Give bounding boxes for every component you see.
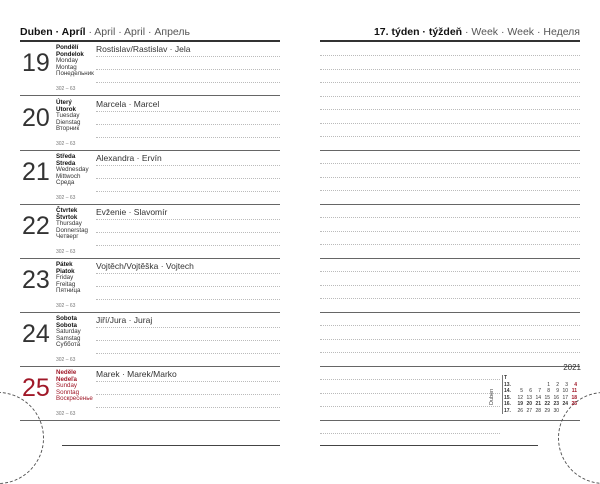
day-block [20,313,280,367]
mini-calendar-week-number: 13. [504,381,511,388]
nameday-names: Vojtěch/Vojtěška · Vojtech [96,261,194,271]
mini-calendar-month: Duben [489,388,495,406]
day-separator [20,420,280,422]
mini-calendar-week-number: 15. [504,394,511,401]
write-line [96,299,280,300]
write-line [320,231,580,232]
day-number: 20 [22,104,50,132]
write-line [320,393,500,394]
write-line [320,433,500,434]
day-name-sk: Nedeľa [56,375,77,383]
week-header-light: · Week · Week · Неделя [462,26,580,38]
write-line [320,339,580,340]
day-name-en: Wednesday [56,166,89,174]
day-name-ru: Пятница [56,287,81,295]
write-line [96,191,280,192]
month-header-light: · April · April · Апрель [85,26,190,38]
month-header [20,26,190,38]
write-line [96,165,280,166]
week-header [374,26,580,38]
mini-calendar-day: 6 [529,388,532,394]
write-line [320,136,580,137]
section-rule [320,204,580,206]
day-name-sk: Utorok [56,105,76,113]
day-name-ru: Понедельник [56,70,94,78]
day-name-de: Donnerstag [56,226,88,234]
day-name-en: Tuesday [56,112,80,120]
day-name-cz: Pátek [56,261,73,268]
day-name-de: Montag [56,63,77,71]
footer-rule [62,445,280,446]
mini-calendar-day: 23 [553,401,559,407]
day-name-de: Samstag [56,334,81,342]
mini-calendar-week-number: 16. [504,401,511,407]
day-number: 25 [22,374,50,402]
day-number: 24 [22,320,50,348]
mini-calendar-day: 20 [526,401,532,407]
write-line [320,325,580,326]
day-name-en: Sunday [56,382,77,390]
mini-calendar-day: 24 [562,401,568,407]
write-line [320,271,580,272]
mini-calendar-day: 14 [535,394,541,401]
write-line [320,217,580,218]
day-block [20,151,280,205]
mini-calendar-day: 16 [553,394,559,401]
day-block [20,42,280,96]
write-line [320,96,580,97]
mini-calendar-day: 18 [571,394,577,401]
day-name-en: Friday [56,274,74,282]
write-line [320,69,580,70]
day-name-de: Sonntag [56,388,80,396]
write-line [96,273,280,274]
day-name-ru: Воскресенье [56,395,93,403]
day-name-sk: Pondelok [56,50,84,58]
day-name-cz: Středa [56,153,76,160]
mini-calendar-day: 4 [574,381,577,388]
write-line [96,137,280,138]
nameday-names: Jiří/Jura · Juraj [96,315,153,325]
write-line [320,163,580,164]
day-of-year: 302 – 63 [56,86,76,92]
day-of-year: 302 – 63 [56,249,76,255]
day-of-year: 302 – 63 [56,195,76,201]
day-of-year: 302 – 63 [56,141,76,147]
day-name-sk: Piatok [56,267,75,275]
nameday-names: Evženie · Slavomír [96,207,168,217]
day-name-de: Dienstag [56,118,81,126]
day-name-de: Mittwoch [56,172,81,180]
write-line [320,406,500,407]
day-name-cz: Úterý [56,99,72,106]
write-line [96,111,280,112]
mini-calendar [489,363,581,415]
day-name-sk: Streda [56,159,76,167]
mini-calendar-day [559,408,568,415]
write-line [96,394,280,395]
mini-calendar-day: 19 [517,401,523,407]
day-block [20,205,280,259]
day-name-sk: Sobota [56,321,77,329]
write-line [96,353,280,354]
mini-calendar-header-cell: T [504,375,508,381]
day-name-en: Saturday [56,328,81,336]
write-line [320,123,580,124]
section-rule [320,312,580,314]
mini-calendar-day: 12 [517,394,523,401]
mini-calendar-day: 3 [565,381,568,388]
day-name-ru: Среда [56,179,75,187]
mini-calendar-day: 2 [556,381,559,388]
day-name-ru: Суббота [56,341,81,349]
mini-calendar-day: 21 [535,401,541,407]
write-line [96,219,280,220]
write-line [320,379,500,380]
mini-calendar-day: 17 [562,394,568,401]
nameday-names: Alexandra · Ervín [96,153,162,163]
day-number: 22 [22,212,50,240]
mini-calendar-day: 29 [544,407,550,414]
mini-calendar-day: 1 [547,381,550,388]
mini-calendar-day: 15 [544,394,550,401]
write-line [320,109,580,110]
mini-calendar-day: 13 [526,394,532,401]
write-line [320,298,580,299]
day-name-ru: Вторник [56,125,80,133]
day-number: 21 [22,158,50,186]
day-name-cz: Neděle [56,369,77,376]
write-line [96,69,280,70]
write-line [96,56,280,57]
header-rule-right [320,40,580,42]
write-line [96,82,280,83]
mini-calendar-day: 9 [556,388,559,394]
day-of-year: 302 – 63 [56,303,76,309]
day-block [20,259,280,313]
mini-calendar-week [503,408,577,415]
mini-calendar-day: 5 [520,388,523,394]
write-line [96,381,280,382]
day-number: 23 [22,266,50,294]
mini-calendar-day: 28 [535,407,541,414]
write-line [96,178,280,179]
footer-rule-right [320,445,538,446]
day-name-en: Monday [56,57,79,65]
section-rule [320,258,580,260]
day-of-year: 302 – 63 [56,411,76,417]
day-name-cz: Pondělí [56,44,79,51]
mini-calendar-day: 11 [571,388,577,394]
write-line [96,245,280,246]
mini-calendar-day: 10 [562,388,568,394]
mini-calendar-day: 30 [553,407,559,414]
mini-calendar-day: 8 [547,388,550,394]
day-number: 19 [22,49,50,77]
nameday-names: Marek · Marek/Marko [96,369,177,379]
mini-calendar-week-number: 14. [504,388,511,394]
write-line [96,232,280,233]
mini-calendar-day: 27 [526,407,532,414]
day-name-cz: Sobota [56,315,77,322]
day-of-year: 302 – 63 [56,357,76,363]
day-name-en: Thursday [56,220,82,228]
day-name-de: Freitag [56,280,76,288]
day-name-ru: Четверг [56,233,79,241]
write-line [320,177,580,178]
mini-calendar-day [568,408,577,415]
day-name-sk: Štvrtok [56,213,78,221]
write-line [320,82,580,83]
mini-calendar-grid [502,375,577,414]
day-separator [20,95,280,97]
section-rule [320,150,580,152]
nameday-names: Marcela · Marcel [96,99,160,109]
month-header-strong: Duben · Apríl [20,26,86,38]
write-line [96,286,280,287]
write-line [320,352,580,353]
write-line [96,327,280,328]
write-line [320,285,580,286]
week-header-strong: 17. týden · týždeň [373,26,463,38]
write-line [320,190,580,191]
day-block [20,97,280,151]
left-page [0,0,300,467]
day-block [20,367,280,421]
write-line [320,244,580,245]
write-line [320,55,580,56]
mini-calendar-day: 22 [544,401,550,407]
mini-calendar-year: 2021 [563,363,581,372]
section-rule [320,420,580,422]
mini-calendar-day: 7 [538,388,541,394]
write-line [96,124,280,125]
nameday-names: Rostislav/Rastislav · Jela [96,44,191,54]
mini-calendar-day: 26 [517,407,523,414]
write-line [96,407,280,408]
mini-calendar-day: 25 [571,401,577,407]
write-line [96,340,280,341]
day-name-cz: Čtvrtek [56,207,78,214]
mini-calendar-week-number: 17. [504,407,511,414]
